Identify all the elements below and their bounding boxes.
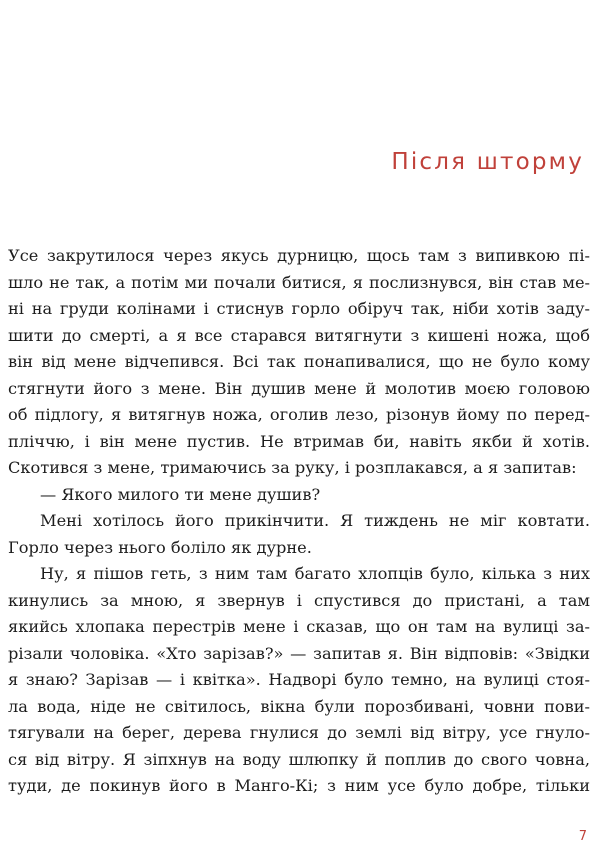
dialogue-line: — Якого милого ти мене душив? <box>40 484 321 504</box>
text-line: я знаю? Зарізав — і квітка». Надворі було темно, на вулиці стоя- <box>8 670 590 689</box>
text-line: якийсь хлопака перестрів мене і сказав, що он там на вулиці за- <box>8 617 590 636</box>
text-line: об підлогу, я витягнув ножа, оголив лезо, різонув йому по перед- <box>8 405 590 424</box>
text-line: Ну, я пішов геть, з ним там багато хлопців було, кілька з них <box>40 564 590 583</box>
page-number: 7 <box>578 829 587 844</box>
text-line: тягували на берег, дерева гнулися до землі від вітру, усе гнуло- <box>8 723 590 742</box>
text-line: шло не так, а потім ми почали битися, я послизнувся, він став ме- <box>8 272 590 292</box>
text-line: він від мене відчепився. Всі так понапивалися, що не було кому <box>8 352 590 371</box>
text-line: різали чоловіка. «Хто зарізав?» — запитав я. Він відповів: «Звідки <box>8 643 590 663</box>
text-line: туди, де покинув його в Манго-Кі; з ним усе було добре, тільки <box>8 776 590 795</box>
text-line: шити до смерті, а я все старався витягнути з кишені ножа, щоб <box>8 325 590 345</box>
text-line: Скотився з мене, тримаючись за руку, і розплакався, а я запитав: <box>8 458 577 477</box>
text-line: Горло через нього боліло як дурне. <box>8 537 312 557</box>
chapter-title: Після шторму <box>391 149 584 175</box>
text-line: Мені хотілось його прикінчити. Я тиждень не міг ковтати. <box>40 511 590 530</box>
text-line: пліччю, і він мене пустив. Не втримав би, навіть якби й хотів. <box>8 431 590 451</box>
text-line: кинулись за мною, я звернув і спустився до пристані, а там <box>8 590 590 610</box>
body-text <box>8 243 590 800</box>
text-line: Усе закрутилося через якусь дурницю, щось там з випивкою пі- <box>8 246 590 265</box>
text-line: ла вода, ніде не світилось, вікна були порозбивані, човни пови- <box>8 696 590 716</box>
text-line: стягнути його з мене. Він душив мене й молотив моєю головою <box>8 378 590 398</box>
text-line: ні на груди колінами і стиснув горло обіруч так, ніби хотів заду- <box>8 299 590 318</box>
text-line: ся від вітру. Я зіпхнув на воду шлюпку й поплив до свого човна, <box>8 749 590 769</box>
